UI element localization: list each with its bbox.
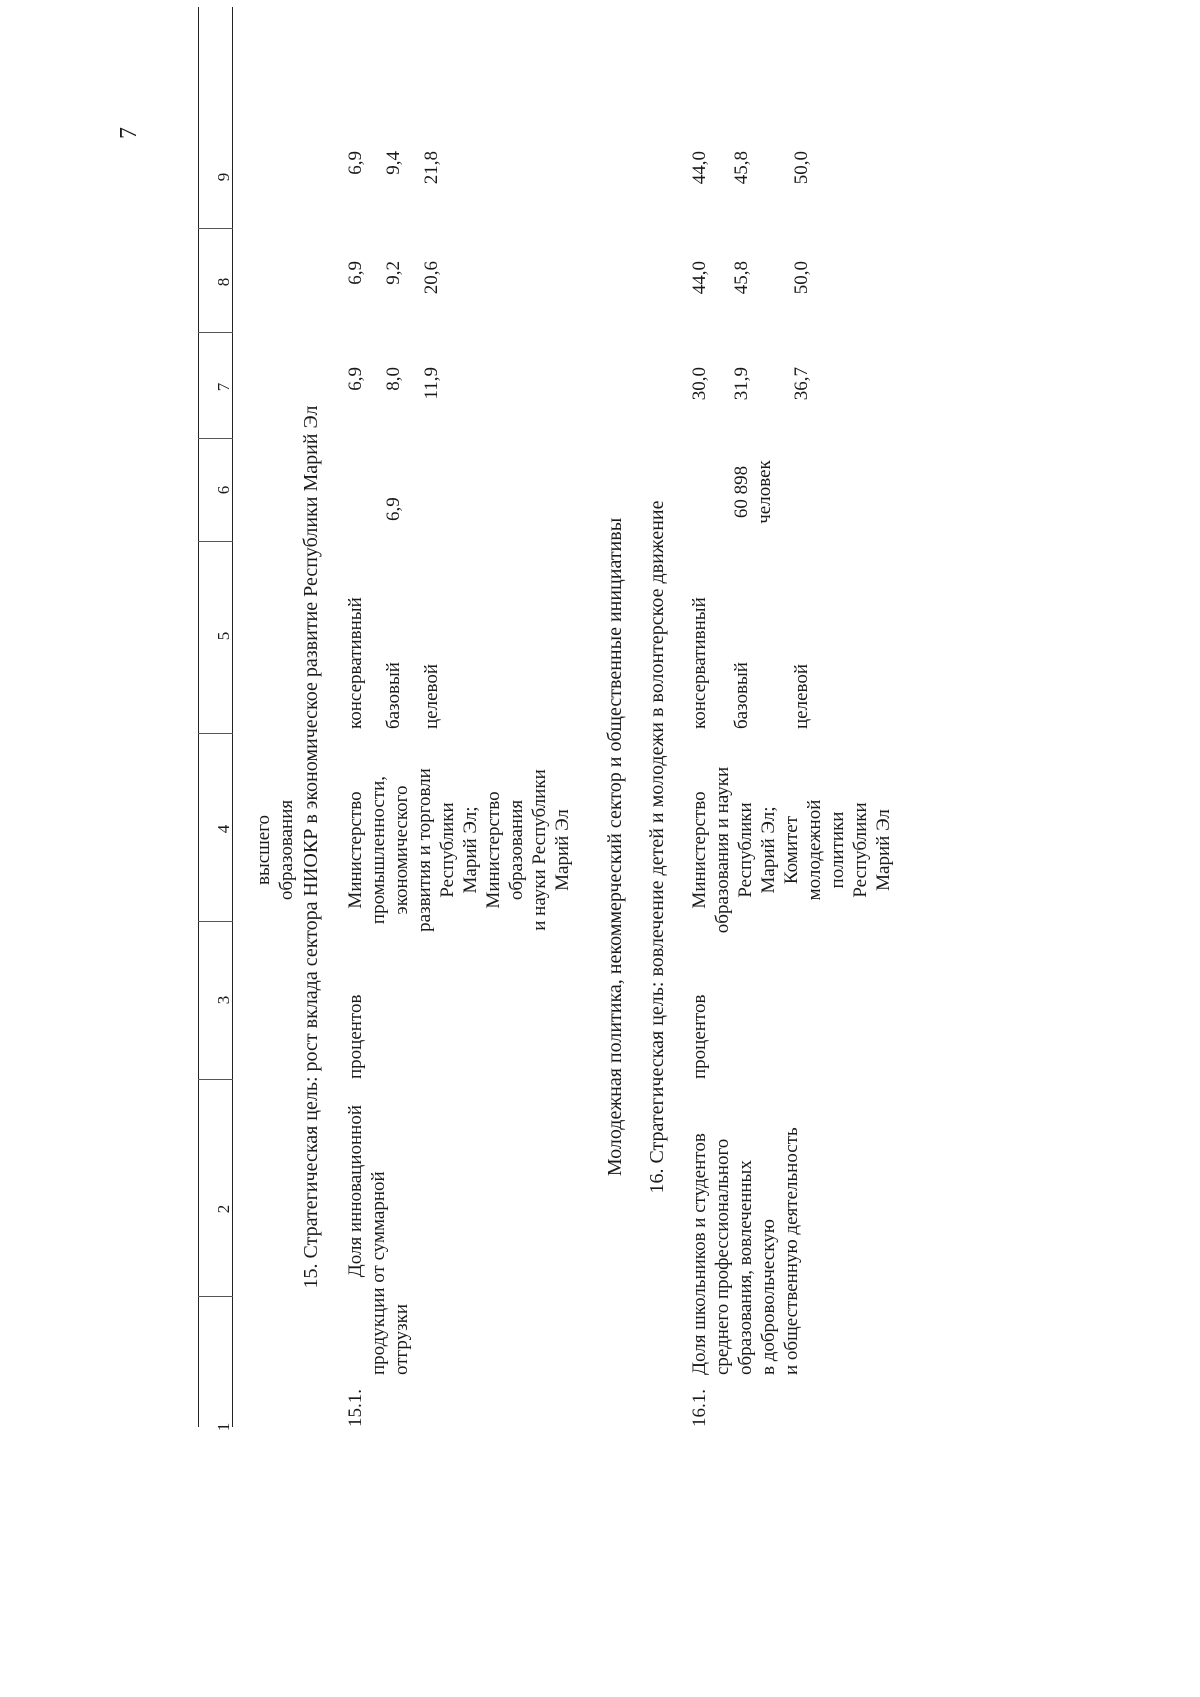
col-divider: [198, 1079, 233, 1080]
text-line: 60 898: [731, 465, 752, 519]
value-col7: 8,0: [383, 367, 404, 391]
row-number: 15.1.: [345, 1389, 366, 1427]
carry-over-executor: [252, 730, 298, 970]
row-number: 16.1.: [689, 1389, 710, 1427]
text-line: образования: [276, 799, 297, 901]
value-col9: 9,4: [383, 151, 404, 175]
value-col7: 36,7: [791, 367, 812, 401]
text-line: и общественную деятельность: [781, 1127, 802, 1375]
value-col9: 50,0: [791, 151, 812, 185]
value-col8: 44,0: [689, 261, 710, 295]
value-col7: 30,0: [689, 367, 710, 401]
col-divider: [198, 228, 233, 229]
subsection-heading: Молодежная политика, некоммерческий сектор и общественные инициативы: [604, 517, 626, 1177]
text-line: Марий Эл: [873, 809, 894, 891]
text-line: Марий Эл: [552, 809, 573, 891]
indicator-name: [688, 1100, 803, 1375]
text-line: Доля инновационной: [345, 1105, 366, 1278]
text-line: образования, вовлеченных: [735, 1160, 756, 1375]
text-line: промышленности,: [368, 775, 389, 925]
text-line: Республики: [850, 802, 871, 898]
text-line: образования и науки: [712, 766, 733, 934]
text-line: продукции от суммарной: [368, 1171, 389, 1375]
value-col8: 50,0: [791, 261, 812, 295]
value-col9: 21,8: [421, 151, 442, 185]
column-number: 9: [214, 172, 233, 182]
column-number: 5: [214, 631, 233, 641]
value-col7: 6,9: [345, 367, 366, 391]
text-line: молодежной: [804, 799, 825, 901]
col-divider: [198, 541, 233, 542]
executor: [344, 730, 574, 970]
col-divider: [198, 438, 233, 439]
value-col8: 9,2: [383, 261, 404, 285]
text-line: отгрузки: [391, 1304, 412, 1375]
text-line: политики: [827, 811, 848, 889]
base-value: [730, 452, 776, 532]
text-line: в добровольческую: [758, 1219, 779, 1375]
text-line: Министерство: [483, 791, 504, 909]
text-line: Марий Эл;: [460, 806, 481, 894]
text-line: человек: [754, 460, 775, 524]
text-line: Республики: [437, 802, 458, 898]
value-col9: 44,0: [689, 151, 710, 185]
col-divider: [198, 921, 233, 922]
text-line: Комитет: [781, 815, 802, 885]
value-col9: 45,8: [731, 151, 752, 185]
value-col8: 20,6: [421, 261, 442, 295]
header-top-rule: [198, 7, 199, 1427]
text-line: Марий Эл;: [758, 806, 779, 894]
indicator-name: [344, 1105, 413, 1375]
text-line: среднего профессионального: [712, 1138, 733, 1375]
text-line: Республики: [735, 802, 756, 898]
column-number: 8: [214, 277, 233, 287]
col-divider: [198, 1296, 233, 1297]
scenario-target: целевой: [791, 663, 812, 729]
text-line: Министерство: [689, 791, 710, 909]
scenario-target: целевой: [421, 663, 442, 729]
text-line: высшего: [253, 814, 274, 886]
column-number: 4: [214, 824, 233, 834]
text-line: и науки Республики: [529, 769, 550, 931]
text-line: образования: [506, 799, 527, 901]
value-col8: 45,8: [731, 261, 752, 295]
base-value: 6,9: [383, 497, 404, 521]
column-number: 2: [214, 1204, 233, 1214]
unit: процентов: [345, 994, 366, 1079]
unit: процентов: [689, 994, 710, 1079]
scenario-conservative: консервативный: [345, 597, 366, 729]
page-number: 7: [116, 127, 142, 139]
value-col7: 31,9: [731, 367, 752, 401]
text-line: экономического: [391, 785, 412, 915]
col-divider: [198, 332, 233, 333]
text-line: развития и торговли: [414, 768, 435, 932]
column-number: 6: [214, 485, 233, 495]
value-col7: 11,9: [421, 367, 442, 400]
section-16-title: 16. Стратегическая цель: вовлечение детей и молодежи в волонтерское движение: [646, 500, 668, 1194]
value-col9: 6,9: [345, 151, 366, 175]
column-number: 7: [214, 382, 233, 392]
value-col8: 6,9: [345, 261, 366, 285]
column-number: 1: [214, 1422, 233, 1432]
text-line: Доля школьников и студентов: [689, 1133, 710, 1375]
scenario-base: базовый: [383, 662, 404, 729]
scenario-base: базовый: [731, 662, 752, 729]
col-divider: [198, 733, 233, 734]
text-line: Министерство: [345, 791, 366, 909]
column-number: 3: [214, 995, 233, 1005]
executor: [688, 730, 895, 970]
scenario-conservative: консервативный: [689, 597, 710, 729]
section-15-title: 15. Стратегическая цель: рост вклада сектора НИОКР в экономическое развитие Республики Марий Эл: [300, 405, 322, 1289]
